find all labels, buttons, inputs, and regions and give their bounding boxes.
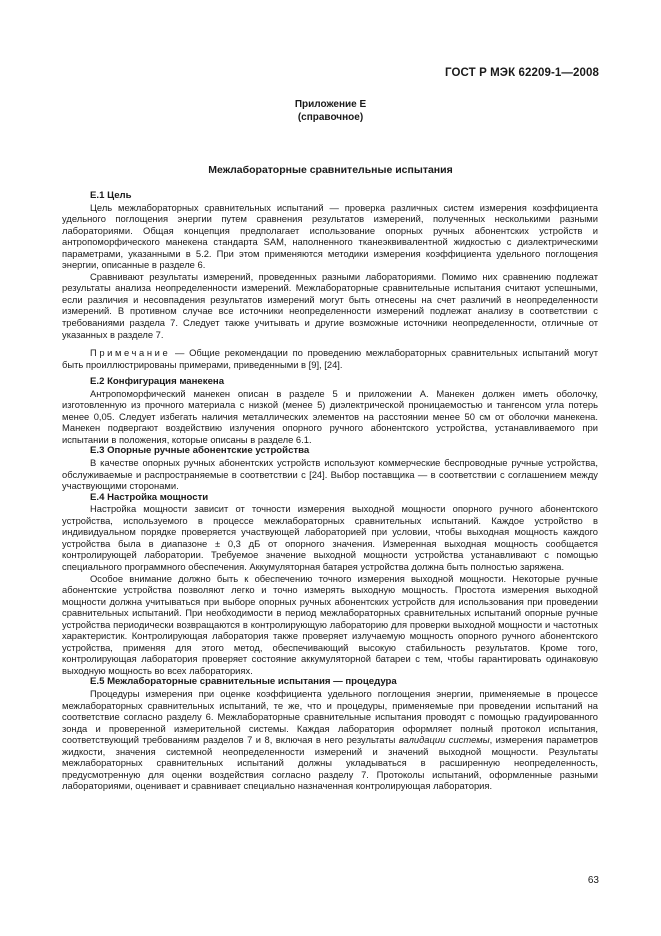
- note-text: — Общие рекомендации по проведению межлабораторных сравнительных испытаний могут быть проиллюстрированы примерами, приведенными в [9], [24].: [62, 347, 598, 370]
- section-heading-e5: Е.5 Межлабораторные сравнительные испытания — процедура: [90, 676, 397, 688]
- paragraph-e5-1-part-b: , измерения параметров жидкости, значения системной неопределенности измерений и значений выходной мощности. Результаты межлабораторных сравнительных испытаний должны укладываться в расширенную неопределенность, предусмотренную для оценки воздействия согласно разделу 7. Протоколы испытаний, оформленные разными лабораториями, оценивает и сравнивает специально назначенная контролирующая лаборатория.: [62, 734, 599, 792]
- paragraph-e1-1: Цель межлабораторных сравнительных испытаний — проверка различных систем измерения коэффициента удельного поглощения энергии путем сравнения результатов измерений, полученных несколькими разными лабораториями. Общая концепция предполагает использование опорных ручных абонентских устройств и антропоморфического манекена стандарта SAM, наполненного тканеэквивалентной жидкостью с диэлектрическими параметрами, указанными в 5.2. При этом применяются методики измерения коэффициента удельного поглощения энергии, описанные в разделе 6.: [62, 201, 598, 271]
- page-number: 63: [587, 875, 599, 886]
- paragraph-e2-1: Антропоморфический манекен описан в разделе 5 и приложении А. Манекен должен иметь оболочку, изготовленную из прочного материала с низкой (менее 5) диэлектрической проницаемостью и тангенсом угла потерь менее 0,05. Следует избегать наличия металлических элементов на расстоянии менее 50 см от оболочки манекена. Манекен подвергают воздействию излучения опорного ручного абонентского устройства, устанавливаемого при испытании в положения, которые описаны в разделе 6.1.: [62, 387, 598, 445]
- paragraph-e4-2: Особое внимание должно быть к обеспечению точного измерения выходной мощности. Некоторые ручные абонентские устройства позволяют легко и точно измерять выходную мощность. Простота измерения выходной мощности должна учитываться при выборе опорных ручных абонентских устройств для использования при проведении сравнительных испытаний. При необходимости в период межлабораторных сравнительных испытаний опорные ручные устройства периодически возвращаются в контролирующую лабораторию для проверки выходной мощности и частотных характеристик. Контролирующая лаборатория также проверяет излучаемую мощность опорного ручного абонентского устройства, применяя для этого метод, обеспечивающий высокую стабильность результатов. Кроме того, контролирующая лаборатория проверяет состояние аккумуляторной батареи с тем, чтобы гарантировать одинаковую выходную мощность во всех лабораториях.: [62, 572, 598, 676]
- note-e1: [62, 347, 598, 370]
- standard-header: ГОСТ Р МЭК 62209-1—2008: [445, 67, 599, 79]
- paragraph-e5-1-part-a: Процедуры измерения при оценке коэффициента удельного поглощения энергии, применяемые в процессе межлабораторных сравнительных испытаний, те же, что и процедуры, применяемые при проведении испытаний на соответствие согласно разделу 6. Межлабораторные сравнительные испытания проводят с помощью градуированного зонда и проверенной измерительной системы. Каждая лаборатория оформляет полный протокол испытания, соответствующий требованиям разделов 7 и 8, включая в него результаты: [62, 687, 598, 746]
- section-heading-e3: Е.3 Опорные ручные абонентские устройства: [90, 445, 310, 457]
- paragraph-e5-1-emphasis: валидации системы: [398, 734, 490, 746]
- section-heading-e1: Е.1 Цель: [90, 190, 132, 201]
- appendix-title: Приложение Е: [294, 99, 367, 110]
- main-title: Межлабораторные сравнительные испытания: [208, 164, 453, 176]
- section-heading-e4: Е.4 Настройка мощности: [90, 491, 209, 503]
- paragraph-e4-1: Настройка мощности зависит от точности измерения выходной мощности опорного ручного абонентского устройства, используемого в процессе межлабораторных сравнительных испытаний. Каждое устройство в индивидуальном порядке проверяется участвующей лабораторией при условии, чтобы выходная мощность каждого устройства была в диапазоне ± 0,3 дБ от опорного значения. Измеренная выходная мощность сообщается контролирующей лаборатории. Требуемое значение выходной мощности устройства устанавливают с помощью специального программного обеспечения. Аккумуляторная батарея устройства должна быть полностью заряжена.: [62, 503, 598, 572]
- appendix-subtitle: (справочное): [297, 112, 364, 123]
- note-label: Примечание: [90, 347, 171, 359]
- paragraph-e3-1: В качестве опорных ручных абонентских устройств используют коммерческие беспроводные ручные устройства, обслуживаемые и распространяемые в соответствии с [24]. Выбор поставщика — в соответствии с соглашением между участвующими сторонами.: [62, 457, 598, 492]
- document-body: [62, 190, 598, 792]
- paragraph-e5-1: [62, 688, 598, 792]
- paragraph-e1-2: Сравнивают результаты измерений, проведенных разными лабораториями. Помимо них сравнению подлежат результаты анализа неопределенности измерений. Межлабораторные сравнительные испытания считают успешными, если различия и несовпадения результатов измерений могут быть отнесены на счет различий в неопределенности измерений. В противном случае все источники неопределенности измерений подлежат анализу в соответствии с требованиями раздела 7. Следует также учитывать и другие возможные источники неопределенности, отличные от указанных в разделе 7.: [62, 270, 598, 340]
- section-heading-e2: Е.2 Конфигурация манекена: [90, 376, 225, 388]
